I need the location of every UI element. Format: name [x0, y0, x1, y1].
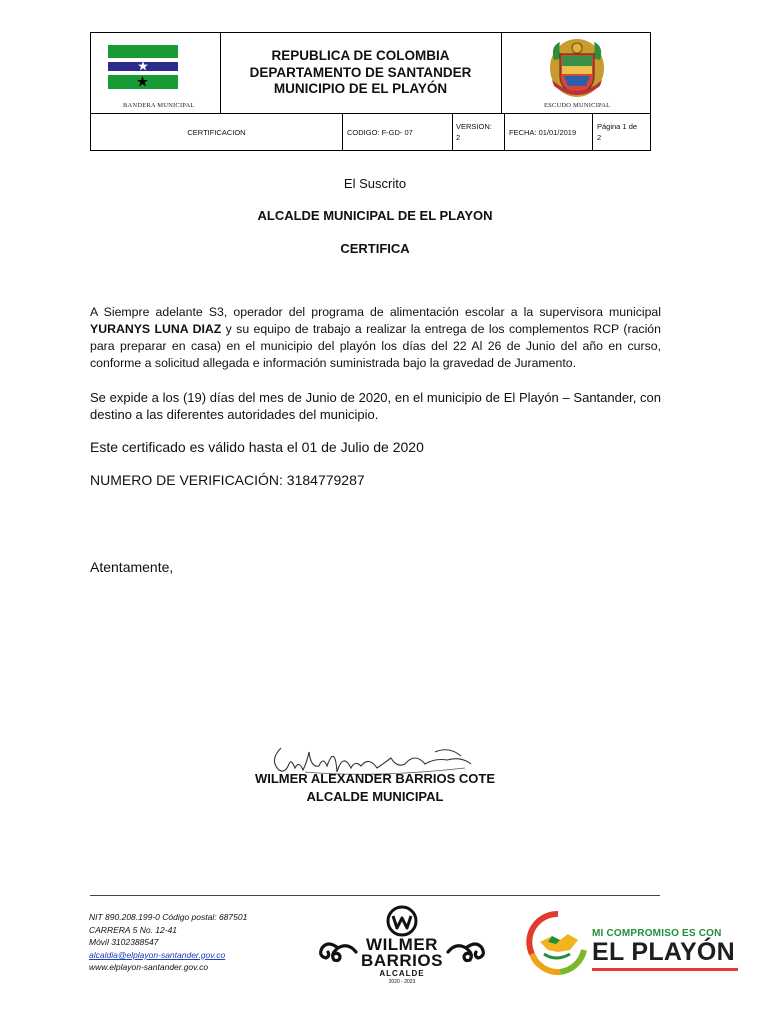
version-number: 2	[456, 133, 461, 142]
doc-code: CODIGO: F-GD- 07	[347, 127, 413, 137]
validity-statement: Este certificado es válido hasta el 01 de Julio de 2020	[90, 439, 424, 455]
alcalde-heading: ALCALDE MUNICIPAL DE EL PLAYON	[257, 208, 493, 223]
municipal-crest-icon	[546, 36, 608, 100]
suscrito-label: El Suscrito	[343, 176, 407, 191]
issuance-paragraph: Se expide a los (19) días del mes de Junio de 2020, en el municipio de El Playón – Santander, con destino a las diferentes autoridades del municipio.	[90, 390, 661, 422]
paragraph-text-2: y su equipo de trabajo a realizar la entrega de los complementos RCP (ración para preparar en casa) en el municipio del playón los días del 22 Al 26 de Junio del año en curso, conforme a solicitud allegada e información suministrada bajo la gravedad de Juramento.	[90, 322, 661, 370]
page-total: 2	[597, 133, 602, 142]
logo-tagline: MI COMPROMISO ES CON	[592, 928, 722, 939]
wilmer-barrios-logo	[318, 905, 486, 987]
el-playon-logo	[526, 910, 740, 980]
footer-email-link[interactable]: alcaldia@elplayon-santander.gov.co	[89, 949, 226, 960]
logo-years: 2020 - 2023	[388, 979, 416, 985]
footer-nit: NIT 890.208.199-0 Código postal: 687501	[89, 912, 248, 922]
version-cell	[453, 114, 505, 150]
flag-cell	[91, 33, 221, 113]
closing-salutation: Atentamente,	[90, 559, 174, 575]
doc-type-cell	[91, 114, 343, 150]
logo-alcalde: ALCALDE	[379, 969, 425, 978]
footer-address: CARRERA 5 No. 12-41	[89, 924, 178, 935]
codigo-cell	[343, 114, 453, 150]
footer-divider	[90, 895, 660, 896]
version-label: VERSION:	[456, 122, 492, 131]
doc-type: CERTIFICACION	[187, 127, 246, 137]
page-label: Página 1 de	[597, 122, 638, 131]
header-title	[220, 33, 502, 113]
header-meta-row	[91, 114, 650, 150]
crest-cell	[502, 33, 650, 113]
header-title-line-3: MUNICIPIO DE EL PLAYÓN	[273, 81, 448, 97]
header-title-line-1: REPUBLICA DE COLOMBIA	[271, 48, 450, 64]
signer-title: ALCALDE MUNICIPAL	[306, 789, 444, 804]
footer-contact	[89, 911, 247, 974]
logo-barrios: BARRIOS	[361, 951, 443, 970]
municipal-flag-icon	[108, 45, 178, 89]
certifica-heading: CERTIFICA	[340, 241, 410, 256]
logo-wilmer: WILMER	[366, 935, 438, 954]
logo-underline	[592, 968, 738, 971]
fecha-cell	[505, 114, 593, 150]
crest-caption: ESCUDO MUNICIPAL	[544, 102, 611, 109]
header-top-row	[91, 33, 650, 114]
verification-number: NUMERO DE VERIFICACIÓN: 3184779287	[90, 472, 365, 488]
supervisor-name: YURANYS LUNA DIAZ	[90, 322, 222, 336]
footer-mobile: Móvil 3102388547	[89, 937, 159, 948]
signer-name: WILMER ALEXANDER BARRIOS COTE	[254, 771, 496, 786]
paragraph-text-1: A Siempre adelante S3, operador del programa de alimentación escolar a la supervisora municipal	[90, 305, 661, 319]
wm-monogram-icon	[386, 905, 418, 937]
header-title-line-2: DEPARTAMENTO DE SANTANDER	[249, 64, 472, 80]
flag-caption: BANDERA MUNICIPAL	[123, 102, 195, 109]
document-header-table	[90, 32, 651, 151]
footer-website[interactable]: www.elplayon-santander.gov.co	[89, 962, 209, 973]
logo-el-playon: EL PLAYÓN	[592, 938, 736, 966]
page-cell	[593, 114, 650, 150]
doc-date: FECHA: 01/01/2019	[509, 127, 577, 137]
handshake-wreath-icon	[526, 910, 590, 976]
certification-paragraph	[90, 304, 661, 372]
